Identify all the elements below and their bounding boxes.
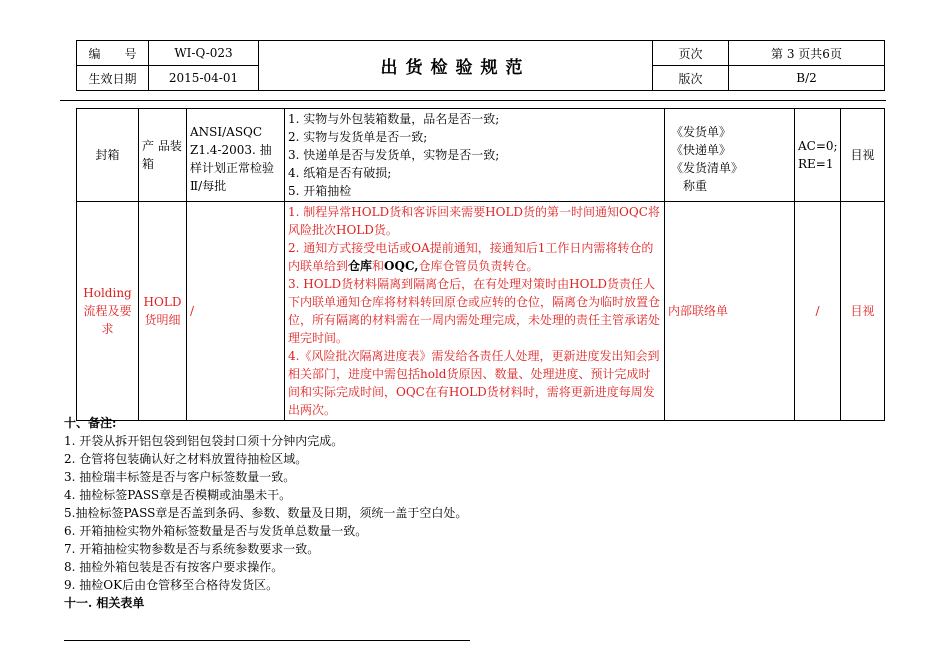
version-label: 版次 (653, 66, 729, 91)
records (665, 202, 795, 421)
effective-date-value: 2015-04-01 (149, 66, 259, 91)
document-header (76, 40, 885, 91)
content-line: 4. 纸箱是否有破损; (288, 166, 392, 180)
note-item: 3. 抽检瑞丰标签是否与客户标签数量一致。 (64, 470, 296, 484)
record-item: 《发货单》 (671, 125, 732, 139)
content-line: 3. 快递单是否与发货单，实物是否一致; (288, 148, 500, 162)
effective-date-label: 生效日期 (77, 66, 149, 91)
header-divider (60, 100, 886, 101)
content-line: 5. 开箱抽检 (288, 184, 352, 198)
doc-number-label: 编 号 (77, 41, 149, 66)
note-item: 6. 开箱抽检实物外箱标签数量是否与发货单总数量一致。 (64, 524, 368, 538)
table-row (77, 202, 885, 421)
note-item: 9. 抽检OK后由仓管移至合格待发货区。 (64, 578, 279, 592)
record-item: 《快递单》 (671, 143, 732, 157)
table-row (77, 109, 885, 202)
sub-item: HOLD货明细 (139, 202, 187, 421)
inspection-method: 目视 (841, 109, 885, 202)
record-item: 《发货清单》 (671, 161, 744, 175)
content-line: 2. 通知方式接受电话或OA提前通知，接通知后1工作日内需将转仓的内联单给到仓库和OQC,仓库仓管员负责转仓。 (288, 241, 654, 273)
content-line: 1. 实物与外包装箱数量，品名是否一致; (288, 112, 500, 126)
note-item: 8. 抽检外箱包装是否有按客户要求操作。 (64, 560, 284, 574)
inspection-standard: ANSI/ASQC Z1.4-2003. 抽样计划正常检验Ⅱ/每批 (187, 109, 285, 202)
footer-divider (64, 640, 470, 641)
doc-number-value: WI-Q-023 (149, 41, 259, 66)
records (665, 109, 795, 202)
inspection-method: 目视 (841, 202, 885, 421)
content-line: 1. 制程异常HOLD货和客诉回来需要HOLD货的第一时间通知OQC将风险批次HOLD货。 (288, 205, 660, 237)
version-value: B/2 (729, 66, 885, 91)
notes-title: 十、备注: (64, 416, 117, 430)
inspection-standard: / (187, 202, 285, 421)
record-item: 称重 (683, 179, 708, 193)
inspection-content (285, 109, 665, 202)
related-forms-title: 十一. 相关表单 (64, 596, 145, 610)
content-line: 2. 实物与发货单是否一致; (288, 130, 428, 144)
item-name: 封箱 (77, 109, 139, 202)
item-name: Holding流程及要求 (77, 202, 139, 421)
content-line: 3. HOLD货材料隔离到隔离仓后，在有处理对策时由HOLD货责任人下内联单通知仓库将材料转回原仓或应转的仓位，隔离仓为临时放置仓位，所有隔离的材料需在一周内需处理完成，未处理的责任主管承诺处理完时间。 (288, 277, 661, 345)
note-item: 1. 开袋从拆开铝包袋到铝包袋封口须十分钟内完成。 (64, 434, 344, 448)
inspection-content (285, 202, 665, 421)
content-line: 4.《风险批次隔离进度表》需发给各责任人处理，更新进度发出知会到相关部门，进度中需包括hold货原因、数量、处理进度、预计完成时间和实际完成时间，OQC在有HOLD货材料时，需将更新进度每周发出两次。 (288, 349, 660, 417)
doc-title: 出货检验规范 (259, 41, 653, 91)
note-item: 5.抽检标签PASS章是否盖到条码、参数、数量及日期，须统一盖于空白处。 (64, 506, 468, 520)
notes-section (64, 414, 884, 612)
note-item: 4. 抽检标签PASS章是否模糊或油墨未干。 (64, 488, 292, 502)
acceptance-criteria: AC=0; RE=1 (795, 109, 841, 202)
page-value: 第 3 页共6页 (729, 41, 885, 66)
record-item: 内部联络单 (668, 304, 729, 318)
acceptance-criteria: / (795, 202, 841, 421)
note-item: 7. 开箱抽检实物参数是否与系统参数要求一致。 (64, 542, 320, 556)
inspection-table (76, 108, 885, 421)
page-label: 页次 (653, 41, 729, 66)
sub-item: 产 品装箱 (139, 109, 187, 202)
note-item: 2. 仓管将包装确认好之材料放置待抽检区域。 (64, 452, 308, 466)
